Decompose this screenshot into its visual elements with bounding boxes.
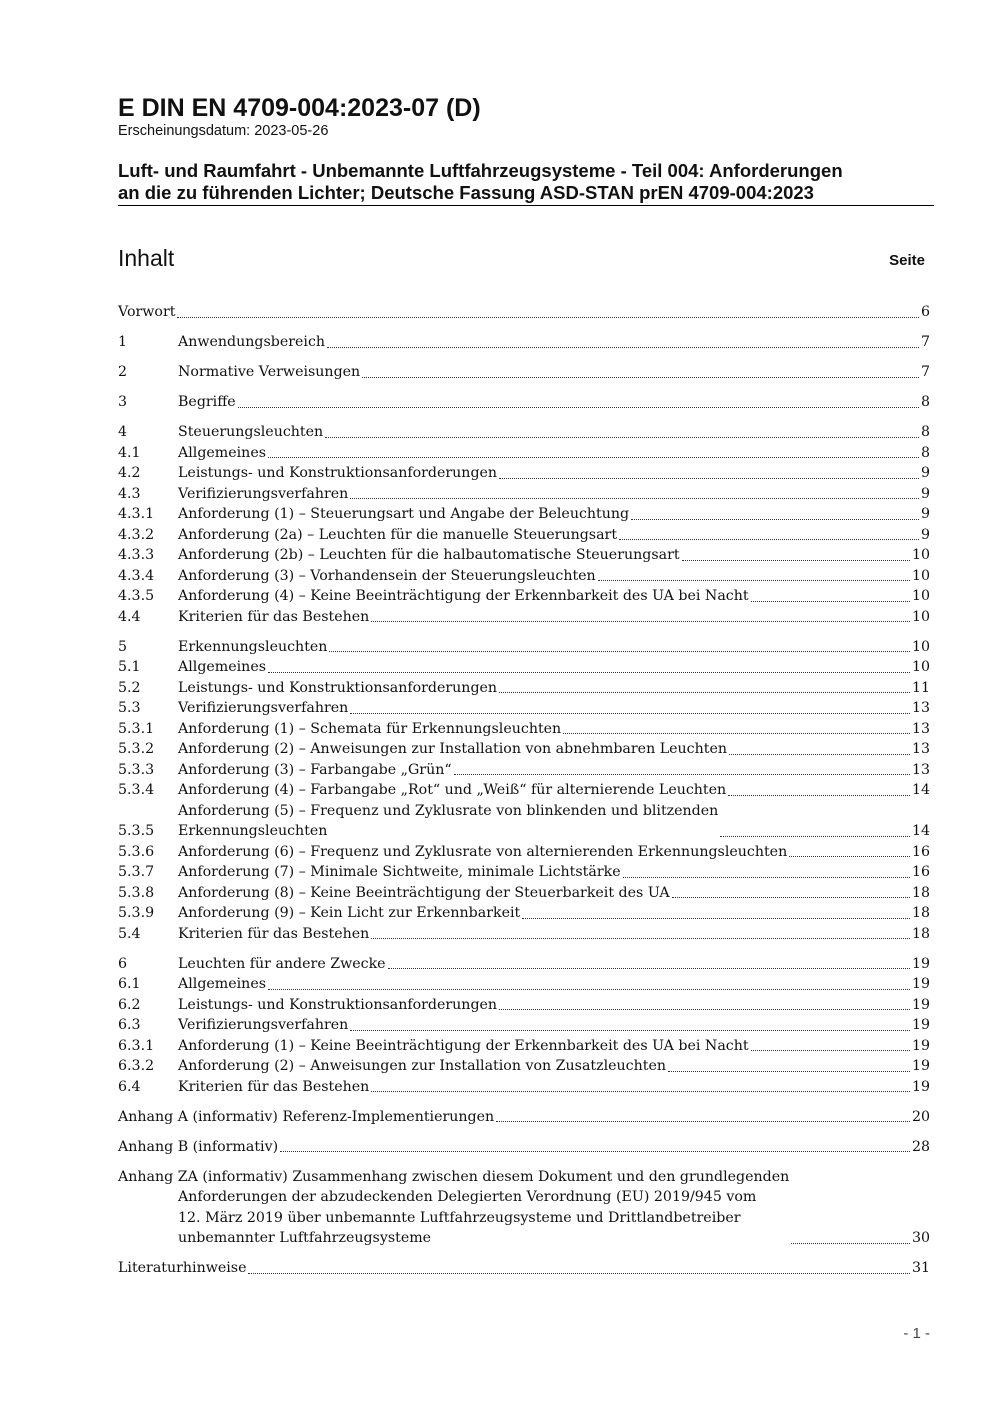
toc-entry-title: Anforderung (1) – Steuerungsart und Angabe der Beleuchtung: [178, 506, 630, 522]
toc-entry-title: Allgemeines: [178, 444, 266, 461]
toc-entry-title: Anforderung (3) – Vorhandensein der Steuerungsleuchten: [178, 567, 596, 584]
footer-page-number: - 1 -: [903, 1325, 930, 1342]
toc-entry-number: 5.3.7: [118, 864, 155, 880]
toc-entry-title: Anforderung (1) – Schemata für Erkennungsleuchten: [178, 720, 562, 737]
toc-entry-title-area: [178, 1036, 912, 1057]
toc-entry[interactable]: [118, 1167, 930, 1249]
toc-entry-title: Anforderung (2) – Anweisungen zur Installation von Zusatzleuchten: [178, 1058, 666, 1074]
toc-entry[interactable]: [118, 545, 930, 566]
toc-entry-number: 5.2: [118, 679, 141, 696]
toc-entry-page: 19: [911, 1058, 930, 1074]
toc-entry-title-area: [178, 586, 912, 607]
toc-entry[interactable]: [118, 842, 930, 863]
toc-leader-dots: [499, 1009, 910, 1010]
toc-entry-title: Leistungs- und Konstruktionsanforderungen: [178, 679, 498, 696]
toc-entry[interactable]: [118, 362, 930, 383]
toc-entry-title-area: [178, 719, 912, 740]
toc-entry-title: Anforderung (4) – Farbangabe „Rot“ und „Weiß“ für alternierende Leuchten: [178, 782, 727, 798]
toc-entry-number: 6.1: [118, 976, 141, 992]
toc-leader-dots: [280, 1151, 910, 1152]
toc-entry[interactable]: [118, 974, 930, 995]
toc-entry-title: Anforderung (3) – Farbangabe „Grün“: [178, 761, 452, 778]
toc-entry-page: 9: [920, 526, 930, 543]
toc-entry-page: 9: [920, 506, 930, 522]
toc-entry[interactable]: [118, 883, 930, 904]
toc-entry-title: Anhang A (informativ) Referenz-Implementierungen: [118, 1108, 495, 1125]
toc-entry-title: Vorwort: [118, 304, 176, 320]
toc-entry-number: 5.3.9: [118, 905, 155, 921]
toc-leader-dots: [729, 754, 910, 755]
publication-date: Erscheinungsdatum: 2023-05-26: [118, 123, 329, 139]
toc-leader-dots: [499, 692, 910, 693]
toc-leader-dots: [371, 1091, 910, 1092]
toc-entry-page: 8: [920, 424, 930, 440]
toc-entry-title-area: [178, 443, 921, 464]
toc-entry-page: 18: [911, 884, 930, 901]
toc-entry[interactable]: [118, 392, 930, 413]
toc-entry-number: 2: [118, 364, 128, 380]
document-title: [118, 160, 933, 204]
toc-leader-dots: [751, 601, 910, 602]
document-title-line-1: Luft- und Raumfahrt - Unbemannte Luftfahrzeugsysteme - Teil 004: Anforderungen: [118, 160, 843, 181]
toc-entry[interactable]: [118, 862, 930, 883]
toc-entry-number: 5.3.6: [118, 843, 155, 860]
toc-entry-title-area: [178, 484, 921, 505]
toc-entry-number: 4.4: [118, 608, 141, 625]
toc-entry[interactable]: [118, 780, 930, 801]
toc-entry-page: 28: [911, 1138, 930, 1155]
toc-entry-page: 16: [911, 843, 930, 860]
toc-entry-page: 14: [911, 782, 930, 798]
toc-entry-title-area: [178, 760, 912, 781]
toc-entry[interactable]: [118, 1137, 930, 1158]
toc-entry-page: 19: [911, 1037, 930, 1054]
toc-entry-page: 19: [911, 976, 930, 992]
toc-leader-dots: [177, 317, 919, 318]
toc-entry-title-area: [118, 1107, 912, 1128]
toc-leader-dots: [371, 621, 910, 622]
toc-leader-dots: [329, 651, 910, 652]
toc-entry-page: 19: [911, 1078, 930, 1095]
toc-entry[interactable]: [118, 332, 930, 353]
toc-entry-number: 6: [118, 955, 128, 972]
toc-entry-number: 3: [118, 394, 128, 410]
toc-entry[interactable]: [118, 637, 930, 658]
document-title-line-2: an die zu führenden Lichter; Deutsche Fassung ASD-STAN prEN 4709-004:2023: [118, 182, 814, 203]
toc-leader-dots: [268, 989, 910, 990]
toc-entry-number: 4.3.1: [118, 506, 155, 522]
toc-entry[interactable]: [118, 1077, 930, 1098]
toc-entry-title-area: [118, 1167, 912, 1249]
toc-entry-title-area: [178, 1015, 912, 1036]
toc-leader-dots: [672, 897, 910, 898]
toc-leader-dots: [325, 437, 919, 438]
toc-entry[interactable]: [118, 995, 930, 1016]
toc-entry-title: Kriterien für das Bestehen: [178, 608, 370, 625]
toc-entry-number: 4.3.3: [118, 547, 155, 563]
toc-entry-title-area: [178, 566, 912, 587]
toc-entry-title-area: [178, 545, 912, 566]
toc-entry-page: 10: [911, 547, 930, 563]
toc-entry-title: Verifizierungsverfahren: [178, 1017, 349, 1033]
toc-entry-page: 13: [911, 741, 930, 757]
toc-entry[interactable]: [118, 504, 930, 525]
toc-leader-dots: [327, 347, 919, 348]
document-id: E DIN EN 4709-004:2023-07 (D): [118, 94, 481, 122]
toc-entry-page: 13: [911, 700, 930, 716]
toc-leader-dots: [248, 1273, 909, 1274]
toc-entry-title-area: [178, 842, 912, 863]
toc-entry[interactable]: [118, 719, 930, 740]
toc-entry-title: Anforderung (9) – Kein Licht zur Erkennbarkeit: [178, 905, 521, 921]
toc-entry-page: 8: [920, 394, 930, 410]
toc-entry-title: Leistungs- und Konstruktionsanforderungen: [178, 996, 498, 1013]
toc-entry-page: 16: [911, 864, 930, 880]
toc-entry-title: Anhang ZA (informativ) Zusammenhang zwischen diesem Dokument und den grundlegenden Anforderungen der abzudeckenden Delegierten Verordnung (EU) 2019/945 vom 12. März 2019 über unbemannte Luftfahrzeugsysteme und Drittlandbetreiber unbemannter Luftfahrzeugsysteme: [118, 1168, 790, 1246]
toc-leader-dots: [268, 672, 910, 673]
toc-entry-page: 9: [920, 465, 930, 481]
toc-entry-page: 10: [911, 567, 930, 584]
toc-entry-title: Anforderung (8) – Keine Beeinträchtigung der Steuerbarkeit des UA: [178, 884, 670, 901]
toc-entry-page: 7: [920, 334, 930, 350]
toc-entry-title: Anforderung (6) – Frequenz und Zyklusrate von alternierenden Erkennungsleuchten: [178, 843, 788, 860]
toc-entry[interactable]: [118, 954, 930, 975]
toc-leader-dots: [791, 1243, 910, 1244]
toc-entry-page: 19: [911, 1017, 930, 1033]
toc-entry-page: 19: [911, 955, 930, 972]
toc-entry-title-area: [178, 1056, 912, 1077]
toc-entry-number: 5.3.3: [118, 761, 155, 778]
toc-entry-title-area: [118, 1137, 912, 1158]
toc-entry-page: 10: [911, 638, 930, 655]
toc-entry-page: 9: [920, 485, 930, 502]
toc-entry-title: Allgemeines: [178, 659, 266, 675]
toc-entry-title-area: [178, 637, 912, 658]
toc-leader-dots: [789, 856, 910, 857]
toc-entry-page: 31: [911, 1260, 930, 1276]
toc-entry-title-area: [118, 1258, 912, 1279]
toc-entry-title-area: [178, 903, 912, 924]
toc-entry-number: 5.3.2: [118, 741, 155, 757]
toc-leader-dots: [522, 918, 910, 919]
title-divider: [118, 205, 934, 206]
toc-entry-title: Anforderung (7) – Minimale Sichtweite, minimale Lichtstärke: [178, 864, 621, 880]
toc-entry-title-area: [178, 463, 921, 484]
toc-entry-title-area: [178, 862, 912, 883]
toc-entry-title: Erkennungsleuchten: [178, 638, 328, 655]
toc-leader-dots: [268, 457, 919, 458]
toc-entry[interactable]: [118, 1036, 930, 1057]
toc-entry-title: Anforderung (2b) – Leuchten für die halbautomatische Steuerungsart: [178, 547, 680, 563]
toc-entry-page: 11: [911, 679, 930, 696]
toc-leader-dots: [388, 968, 910, 969]
toc-entry-page: 6: [920, 304, 930, 320]
toc-entry-number: 5.3.1: [118, 720, 155, 737]
toc-entry[interactable]: [118, 801, 930, 842]
toc-entry-title: Anforderung (1) – Keine Beeinträchtigung der Erkennbarkeit des UA bei Nacht: [178, 1037, 749, 1054]
toc-entry-page: 18: [911, 905, 930, 921]
toc-entry-number: 5.3: [118, 700, 141, 716]
toc-leader-dots: [496, 1121, 910, 1122]
toc-entry-title-area: [178, 332, 921, 353]
table-of-contents: [118, 302, 930, 1279]
toc-entry-page: 10: [911, 608, 930, 625]
toc-entry-number: 4: [118, 424, 128, 440]
toc-page-label: Seite: [889, 252, 925, 269]
toc-entry-title-area: [178, 924, 912, 945]
toc-entry-title: Leuchten für andere Zwecke: [178, 955, 386, 972]
toc-entry-page: 14: [911, 823, 930, 839]
toc-leader-dots: [350, 1030, 910, 1031]
toc-entry[interactable]: [118, 739, 930, 760]
toc-entry-page: 7: [920, 364, 930, 380]
toc-entry-title-area: [178, 954, 912, 975]
toc-entry[interactable]: [118, 484, 930, 505]
toc-entry[interactable]: [118, 607, 930, 628]
toc-entry[interactable]: [118, 1107, 930, 1128]
toc-entry-page: 30: [911, 1230, 930, 1246]
toc-entry-number: 4.2: [118, 465, 141, 481]
toc-entry-title: Anforderung (4) – Keine Beeinträchtigung der Erkennbarkeit des UA bei Nacht: [178, 588, 749, 604]
toc-entry-title-area: [178, 883, 912, 904]
toc-entry[interactable]: [118, 657, 930, 678]
toc-entry[interactable]: [118, 1015, 930, 1036]
toc-leader-dots: [238, 407, 919, 408]
toc-leader-dots: [454, 774, 910, 775]
toc-entry-title: Leistungs- und Konstruktionsanforderungen: [178, 465, 498, 481]
toc-entry-number: 4.3.5: [118, 588, 155, 604]
toc-leader-dots: [668, 1071, 910, 1072]
toc-leader-dots: [720, 836, 910, 837]
toc-entry-title-area: [178, 995, 912, 1016]
toc-entry[interactable]: [118, 698, 930, 719]
toc-entry-page: 8: [920, 444, 930, 461]
toc-entry-title-area: [178, 678, 912, 699]
toc-entry-number: 6.3.2: [118, 1058, 155, 1074]
toc-entry[interactable]: [118, 422, 930, 443]
toc-entry-number: 5.4: [118, 925, 141, 942]
toc-entry-title-area: [178, 392, 921, 413]
toc-entry-number: 5.3.5: [118, 823, 155, 839]
toc-entry-number: 5: [118, 638, 128, 655]
toc-entry-title-area: [118, 302, 921, 323]
toc-entry[interactable]: [118, 678, 930, 699]
toc-entry-title-area: [178, 801, 912, 842]
toc-leader-dots: [350, 713, 910, 714]
toc-entry[interactable]: [118, 760, 930, 781]
toc-entry-title: Anwendungsbereich: [178, 334, 326, 350]
toc-entry-title-area: [178, 504, 921, 525]
toc-entry[interactable]: [118, 1056, 930, 1077]
toc-entry-title-area: [178, 780, 912, 801]
toc-entry-number: 4.3.4: [118, 567, 155, 584]
toc-leader-dots: [362, 377, 919, 378]
toc-entry-title: Kriterien für das Bestehen: [178, 925, 370, 942]
toc-entry-title-area: [178, 974, 912, 995]
toc-entry-number: 4.1: [118, 444, 141, 461]
toc-entry-title: Verifizierungsverfahren: [178, 485, 349, 502]
toc-entry-title: Verifizierungsverfahren: [178, 700, 349, 716]
toc-entry[interactable]: [118, 924, 930, 945]
toc-entry-title: Anforderung (2) – Anweisungen zur Installation von abnehmbaren Leuchten: [178, 741, 727, 757]
toc-leader-dots: [623, 877, 910, 878]
toc-entry-page: 19: [911, 996, 930, 1013]
toc-entry[interactable]: [118, 566, 930, 587]
toc-leader-dots: [751, 1050, 910, 1051]
toc-entry[interactable]: [118, 525, 930, 546]
toc-entry-number: 5.3.8: [118, 884, 155, 901]
toc-leader-dots: [598, 580, 910, 581]
toc-entry-title: Literaturhinweise: [118, 1260, 247, 1276]
toc-entry-number: 6.4: [118, 1078, 141, 1095]
toc-leader-dots: [631, 519, 919, 520]
toc-entry-page: 13: [911, 720, 930, 737]
toc-entry-title: Begriffe: [178, 394, 236, 410]
toc-leader-dots: [371, 938, 910, 939]
toc-entry-page: 10: [911, 659, 930, 675]
toc-entry[interactable]: [118, 1258, 930, 1279]
toc-entry-number: 5.1: [118, 659, 141, 675]
toc-entry-title-area: [178, 1077, 912, 1098]
toc-entry-number: 6.3: [118, 1017, 141, 1033]
toc-leader-dots: [350, 498, 919, 499]
toc-entry-title: Anforderung (5) – Frequenz und Zyklusrate von blinkenden und blitzenden Erkennungsleuchten: [178, 802, 719, 839]
toc-entry-title-area: [178, 422, 921, 443]
toc-entry-title-area: [178, 607, 912, 628]
toc-entry[interactable]: [118, 302, 930, 323]
toc-entry[interactable]: [118, 903, 930, 924]
toc-entry-title-area: [178, 657, 912, 678]
toc-leader-dots: [728, 795, 910, 796]
toc-entry-page: 13: [911, 761, 930, 778]
toc-entry-number: 6.3.1: [118, 1037, 155, 1054]
toc-entry-number: 1: [118, 334, 128, 350]
toc-entry-number: 4.3: [118, 485, 141, 502]
toc-entry-number: 4.3.2: [118, 526, 155, 543]
toc-entry-title-area: [178, 362, 921, 383]
toc-entry-page: 18: [911, 925, 930, 942]
toc-entry-title: Anhang B (informativ): [118, 1138, 279, 1155]
toc-entry-title-area: [178, 525, 921, 546]
toc-leader-dots: [619, 539, 919, 540]
toc-entry[interactable]: [118, 463, 930, 484]
toc-entry-title-area: [178, 739, 912, 760]
toc-entry[interactable]: [118, 586, 930, 607]
toc-entry-title: Anforderung (2a) – Leuchten für die manuelle Steuerungsart: [178, 526, 618, 543]
toc-leader-dots: [563, 733, 910, 734]
toc-entry-page: 20: [911, 1108, 930, 1125]
toc-entry-title-area: [178, 698, 912, 719]
toc-entry-title: Allgemeines: [178, 976, 266, 992]
toc-leader-dots: [499, 478, 919, 479]
toc-entry-title: Steuerungsleuchten: [178, 424, 324, 440]
toc-heading: Inhalt: [118, 245, 175, 271]
toc-entry-page: 10: [911, 588, 930, 604]
toc-entry[interactable]: [118, 443, 930, 464]
toc-entry-title: Kriterien für das Bestehen: [178, 1078, 370, 1095]
toc-entry-number: 6.2: [118, 996, 141, 1013]
toc-entry-number: 5.3.4: [118, 782, 155, 798]
toc-leader-dots: [682, 560, 910, 561]
toc-entry-title: Normative Verweisungen: [178, 364, 361, 380]
